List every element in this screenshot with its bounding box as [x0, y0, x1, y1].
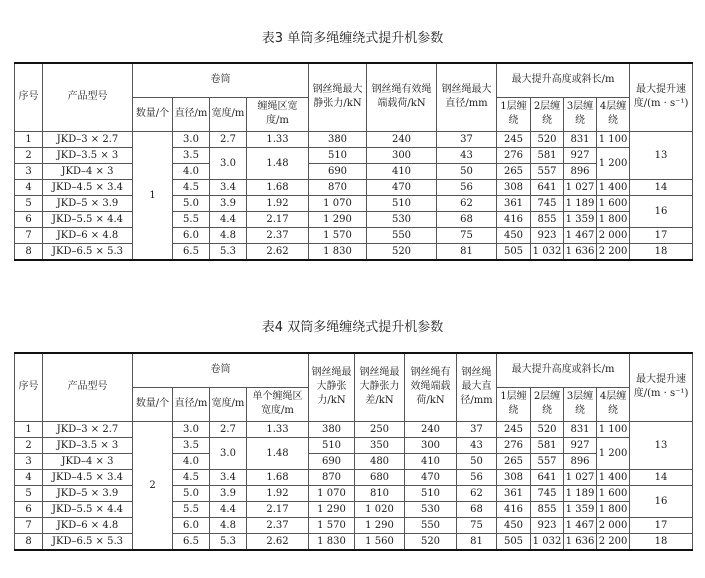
cell-tension: 1 070	[309, 195, 367, 211]
cell-l3: 831	[564, 131, 597, 147]
cell-diameter: 6.5	[173, 533, 210, 550]
header-seq: 序号	[15, 353, 43, 421]
header-max-rope-diameter: 钢丝绳最大直径/mm	[437, 63, 497, 131]
cell-width: 3.0	[210, 437, 247, 469]
cell-rope: 50	[437, 163, 497, 179]
cell-l1: 245	[497, 421, 531, 437]
cell-diff: 350	[355, 437, 405, 453]
header-wind-width: 缠绳区宽度/m	[247, 97, 309, 131]
cell-seq: 1	[15, 421, 43, 437]
header-drum: 卷筒	[133, 63, 309, 97]
cell-l4: 1 800	[597, 211, 630, 227]
table-row	[15, 227, 693, 243]
cell-model: JKD–5.5 × 4.4	[43, 501, 133, 517]
cell-diff: 250	[355, 421, 405, 437]
cell-model: JKD–6 × 4.8	[43, 517, 133, 533]
cell-tension: 510	[309, 147, 367, 163]
cell-l3: 896	[564, 453, 597, 469]
cell-diameter: 4.5	[173, 179, 210, 195]
table-row	[15, 179, 693, 195]
cell-speed: 14	[630, 469, 693, 485]
cell-l2: 1 032	[531, 243, 564, 260]
table3	[14, 62, 693, 261]
cell-tension: 1 830	[309, 533, 355, 550]
cell-load: 410	[367, 163, 437, 179]
header-drum-count: 数量/个	[133, 387, 173, 421]
cell-speed: 13	[630, 131, 693, 179]
cell-rope: 37	[457, 421, 497, 437]
cell-diameter: 3.5	[173, 147, 210, 163]
cell-l1: 276	[497, 437, 531, 453]
cell-width: 4.4	[210, 211, 247, 227]
cell-l1: 505	[497, 533, 531, 550]
cell-l1: 265	[497, 163, 531, 179]
cell-l2: 581	[531, 437, 564, 453]
header-effective-end-load: 钢丝绳有效绳端载荷/kN	[367, 63, 437, 131]
table-row	[15, 485, 693, 501]
header-max-rope-diameter: 钢丝绳最大直径/mm	[457, 353, 497, 421]
cell-l2: 855	[531, 211, 564, 227]
cell-l4: 1 200	[597, 437, 630, 469]
cell-speed: 16	[630, 485, 693, 517]
cell-wind-width: 2.37	[247, 227, 309, 243]
cell-l4: 1 400	[597, 179, 630, 195]
cell-width: 4.4	[210, 501, 247, 517]
cell-diff: 480	[355, 453, 405, 469]
header-model: 产品型号	[43, 353, 133, 421]
cell-seq: 5	[15, 195, 43, 211]
cell-diameter: 6.5	[173, 243, 210, 260]
cell-wind-width: 1.68	[247, 179, 309, 195]
cell-width: 3.0	[210, 147, 247, 179]
cell-load: 300	[405, 437, 457, 453]
cell-load: 530	[405, 501, 457, 517]
header-layer3: 3层缠绕	[564, 97, 597, 131]
header-layer4: 4层缠绕	[597, 387, 630, 421]
cell-l2: 745	[531, 485, 564, 501]
cell-drum-count: 2	[133, 421, 173, 550]
cell-rope: 50	[457, 453, 497, 469]
cell-width: 2.7	[210, 131, 247, 147]
cell-l1: 308	[497, 179, 531, 195]
cell-seq: 2	[15, 147, 43, 163]
cell-tension: 1 290	[309, 501, 355, 517]
cell-l1: 505	[497, 243, 531, 260]
cell-width: 3.4	[210, 179, 247, 195]
cell-load: 520	[405, 533, 457, 550]
cell-diameter: 4.0	[173, 163, 210, 179]
cell-load: 240	[405, 421, 457, 437]
cell-l2: 520	[531, 131, 564, 147]
table-row	[15, 533, 693, 550]
cell-l4: 1 100	[597, 421, 630, 437]
cell-l3: 1 636	[564, 533, 597, 550]
cell-width: 5.3	[210, 243, 247, 260]
cell-diameter: 3.0	[173, 421, 210, 437]
cell-l3: 896	[564, 163, 597, 179]
cell-diameter: 4.0	[173, 453, 210, 469]
cell-model: JKD–4 × 3	[43, 453, 133, 469]
cell-l3: 1 467	[564, 517, 597, 533]
cell-load: 510	[367, 195, 437, 211]
cell-load: 410	[405, 453, 457, 469]
cell-rope: 56	[457, 469, 497, 485]
cell-tension: 1 070	[309, 485, 355, 501]
table3-caption: 表3 单筒多绳缠绕式提升机参数	[261, 31, 444, 46]
table-row	[15, 437, 693, 453]
cell-seq: 8	[15, 243, 43, 260]
cell-load: 510	[405, 485, 457, 501]
cell-load: 300	[367, 147, 437, 163]
table-row	[15, 517, 693, 533]
cell-rope: 81	[437, 243, 497, 260]
cell-wind-width: 1.33	[247, 421, 309, 437]
cell-tension: 690	[309, 163, 367, 179]
cell-load: 550	[367, 227, 437, 243]
header-drum-count: 数量/个	[133, 97, 173, 131]
cell-l2: 855	[531, 501, 564, 517]
header-layer3: 3层缠绕	[564, 387, 597, 421]
cell-model: JKD–5.5 × 4.4	[43, 211, 133, 227]
table-row	[15, 469, 693, 485]
header-width: 宽度/m	[210, 97, 247, 131]
table-row	[15, 195, 693, 211]
cell-l3: 1 189	[564, 485, 597, 501]
header-layer4: 4层缠绕	[597, 97, 630, 131]
cell-l1: 450	[497, 517, 531, 533]
cell-l1: 416	[497, 211, 531, 227]
cell-diff: 680	[355, 469, 405, 485]
cell-width: 4.8	[210, 227, 247, 243]
cell-rope: 43	[457, 437, 497, 453]
cell-rope: 43	[437, 147, 497, 163]
cell-l1: 308	[497, 469, 531, 485]
cell-seq: 8	[15, 533, 43, 550]
cell-model: JKD–4.5 × 3.4	[43, 179, 133, 195]
header-layer2: 2层缠绕	[531, 387, 564, 421]
table-row	[15, 243, 693, 260]
header-width: 宽度/m	[210, 387, 247, 421]
header-max-speed: 最大提升速度/(m · s⁻¹)	[630, 63, 693, 131]
cell-tension: 380	[309, 131, 367, 147]
table4-caption: 表4 双筒多绳缠绕式提升机参数	[261, 320, 444, 335]
cell-rope: 75	[437, 227, 497, 243]
cell-model: JKD–4.5 × 3.4	[43, 469, 133, 485]
cell-l3: 1 467	[564, 227, 597, 243]
cell-diff: 1 290	[355, 517, 405, 533]
cell-tension: 690	[309, 453, 355, 469]
cell-diff: 1 560	[355, 533, 405, 550]
cell-wind-width: 2.17	[247, 211, 309, 227]
header-max-lift-height: 最大提升高度或斜长/m	[497, 353, 630, 387]
header-layer1: 1层缠绕	[497, 387, 531, 421]
cell-width: 3.9	[210, 485, 247, 501]
cell-load: 470	[367, 179, 437, 195]
cell-l1: 265	[497, 453, 531, 469]
header-max-static-diff: 钢丝绳最大静张力差/kN	[355, 353, 405, 421]
cell-l2: 557	[531, 453, 564, 469]
cell-l1: 245	[497, 131, 531, 147]
header-diameter: 直径/m	[173, 387, 210, 421]
cell-seq: 4	[15, 469, 43, 485]
cell-diameter: 5.0	[173, 485, 210, 501]
cell-l2: 923	[531, 517, 564, 533]
cell-seq: 7	[15, 227, 43, 243]
cell-rope: 62	[457, 485, 497, 501]
cell-wind-width: 1.92	[247, 195, 309, 211]
cell-l1: 416	[497, 501, 531, 517]
cell-load: 530	[367, 211, 437, 227]
cell-model: JKD–3 × 2.7	[43, 421, 133, 437]
cell-diameter: 3.0	[173, 131, 210, 147]
cell-l3: 1 636	[564, 243, 597, 260]
header-max-lift-height: 最大提升高度或斜长/m	[497, 63, 630, 97]
cell-diff: 1 020	[355, 501, 405, 517]
cell-model: JKD–3.5 × 3	[43, 437, 133, 453]
cell-tension: 380	[309, 421, 355, 437]
cell-l4: 1 600	[597, 195, 630, 211]
cell-load: 470	[405, 469, 457, 485]
cell-seq: 6	[15, 211, 43, 227]
cell-diameter: 3.5	[173, 437, 210, 453]
cell-model: JKD–5 × 3.9	[43, 485, 133, 501]
header-max-static-tension: 钢丝绳最大静张力/kN	[309, 63, 367, 131]
cell-speed: 18	[630, 243, 693, 260]
cell-l4: 2 200	[597, 243, 630, 260]
header-seq: 序号	[15, 63, 43, 131]
cell-l4: 1 800	[597, 501, 630, 517]
cell-rope: 37	[437, 131, 497, 147]
cell-l1: 450	[497, 227, 531, 243]
cell-width: 5.3	[210, 533, 247, 550]
cell-rope: 68	[457, 501, 497, 517]
cell-diameter: 4.5	[173, 469, 210, 485]
cell-width: 3.4	[210, 469, 247, 485]
cell-l2: 641	[531, 179, 564, 195]
cell-diameter: 5.5	[173, 211, 210, 227]
cell-model: JKD–5 × 3.9	[43, 195, 133, 211]
cell-l3: 1 189	[564, 195, 597, 211]
cell-l1: 361	[497, 195, 531, 211]
cell-l2: 641	[531, 469, 564, 485]
cell-l4: 2 200	[597, 533, 630, 550]
cell-rope: 62	[437, 195, 497, 211]
header-layer1: 1层缠绕	[497, 97, 531, 131]
cell-tension: 1 290	[309, 211, 367, 227]
table4	[14, 352, 693, 551]
header-max-static-tension: 钢丝绳最大静张力/kN	[309, 353, 355, 421]
cell-speed: 17	[630, 517, 693, 533]
cell-speed: 13	[630, 421, 693, 469]
cell-l4: 1 200	[597, 147, 630, 179]
cell-l2: 520	[531, 421, 564, 437]
cell-seq: 6	[15, 501, 43, 517]
cell-l2: 1 032	[531, 533, 564, 550]
cell-diameter: 5.5	[173, 501, 210, 517]
cell-model: JKD–6.5 × 5.3	[43, 533, 133, 550]
cell-model: JKD–6.5 × 5.3	[43, 243, 133, 260]
cell-tension: 870	[309, 469, 355, 485]
cell-l2: 581	[531, 147, 564, 163]
cell-l2: 923	[531, 227, 564, 243]
cell-wind-width: 2.17	[247, 501, 309, 517]
cell-load: 520	[367, 243, 437, 260]
cell-load: 550	[405, 517, 457, 533]
cell-width: 2.7	[210, 421, 247, 437]
cell-wind-width: 2.62	[247, 243, 309, 260]
cell-wind-width: 1.33	[247, 131, 309, 147]
cell-model: JKD–6 × 4.8	[43, 227, 133, 243]
cell-seq: 3	[15, 453, 43, 469]
cell-tension: 1 570	[309, 227, 367, 243]
cell-l2: 745	[531, 195, 564, 211]
cell-l1: 276	[497, 147, 531, 163]
cell-rope: 75	[457, 517, 497, 533]
cell-wind-width: 2.37	[247, 517, 309, 533]
cell-tension: 1 830	[309, 243, 367, 260]
table-row	[15, 131, 693, 147]
header-model: 产品型号	[43, 63, 133, 131]
cell-wind-width: 1.48	[247, 147, 309, 179]
cell-l3: 1 359	[564, 211, 597, 227]
cell-diameter: 5.0	[173, 195, 210, 211]
header-drum: 卷筒	[133, 353, 309, 387]
cell-diameter: 6.0	[173, 227, 210, 243]
cell-width: 3.9	[210, 195, 247, 211]
cell-seq: 2	[15, 437, 43, 453]
cell-model: JKD–4 × 3	[43, 163, 133, 179]
cell-rope: 81	[457, 533, 497, 550]
cell-l2: 557	[531, 163, 564, 179]
cell-l3: 1 027	[564, 179, 597, 195]
cell-l1: 361	[497, 485, 531, 501]
table-row	[15, 501, 693, 517]
cell-l4: 1 100	[597, 131, 630, 147]
cell-l4: 2 000	[597, 517, 630, 533]
cell-l4: 1 400	[597, 469, 630, 485]
table-row	[15, 211, 693, 227]
header-effective-end-load: 钢丝绳有效绳端载荷/kN	[405, 353, 457, 421]
cell-model: JKD–3.5 × 3	[43, 147, 133, 163]
cell-speed: 16	[630, 195, 693, 227]
cell-speed: 18	[630, 533, 693, 550]
cell-l3: 927	[564, 147, 597, 163]
cell-load: 240	[367, 131, 437, 147]
cell-rope: 56	[437, 179, 497, 195]
cell-seq: 1	[15, 131, 43, 147]
cell-seq: 7	[15, 517, 43, 533]
table-row	[15, 147, 693, 163]
cell-seq: 4	[15, 179, 43, 195]
cell-diameter: 6.0	[173, 517, 210, 533]
table-row	[15, 453, 693, 469]
cell-wind-width: 1.68	[247, 469, 309, 485]
cell-diff: 810	[355, 485, 405, 501]
cell-speed: 14	[630, 179, 693, 195]
cell-seq: 5	[15, 485, 43, 501]
cell-l4: 1 600	[597, 485, 630, 501]
cell-l3: 1 027	[564, 469, 597, 485]
cell-seq: 3	[15, 163, 43, 179]
header-wind-width: 单个缠绳区宽度/m	[247, 387, 309, 421]
cell-wind-width: 1.92	[247, 485, 309, 501]
cell-width: 4.8	[210, 517, 247, 533]
table-row	[15, 421, 693, 437]
cell-l3: 927	[564, 437, 597, 453]
header-layer2: 2层缠绕	[531, 97, 564, 131]
header-diameter: 直径/m	[173, 97, 210, 131]
cell-tension: 1 570	[309, 517, 355, 533]
cell-l3: 831	[564, 421, 597, 437]
cell-l3: 1 359	[564, 501, 597, 517]
cell-tension: 870	[309, 179, 367, 195]
table-row	[15, 163, 693, 179]
cell-speed: 17	[630, 227, 693, 243]
cell-model: JKD–3 × 2.7	[43, 131, 133, 147]
cell-l4: 2 000	[597, 227, 630, 243]
header-max-speed: 最大提升速度/(m · s⁻¹)	[630, 353, 693, 421]
cell-wind-width: 2.62	[247, 533, 309, 550]
cell-wind-width: 1.48	[247, 437, 309, 469]
cell-drum-count: 1	[133, 131, 173, 260]
cell-tension: 510	[309, 437, 355, 453]
cell-rope: 68	[437, 211, 497, 227]
